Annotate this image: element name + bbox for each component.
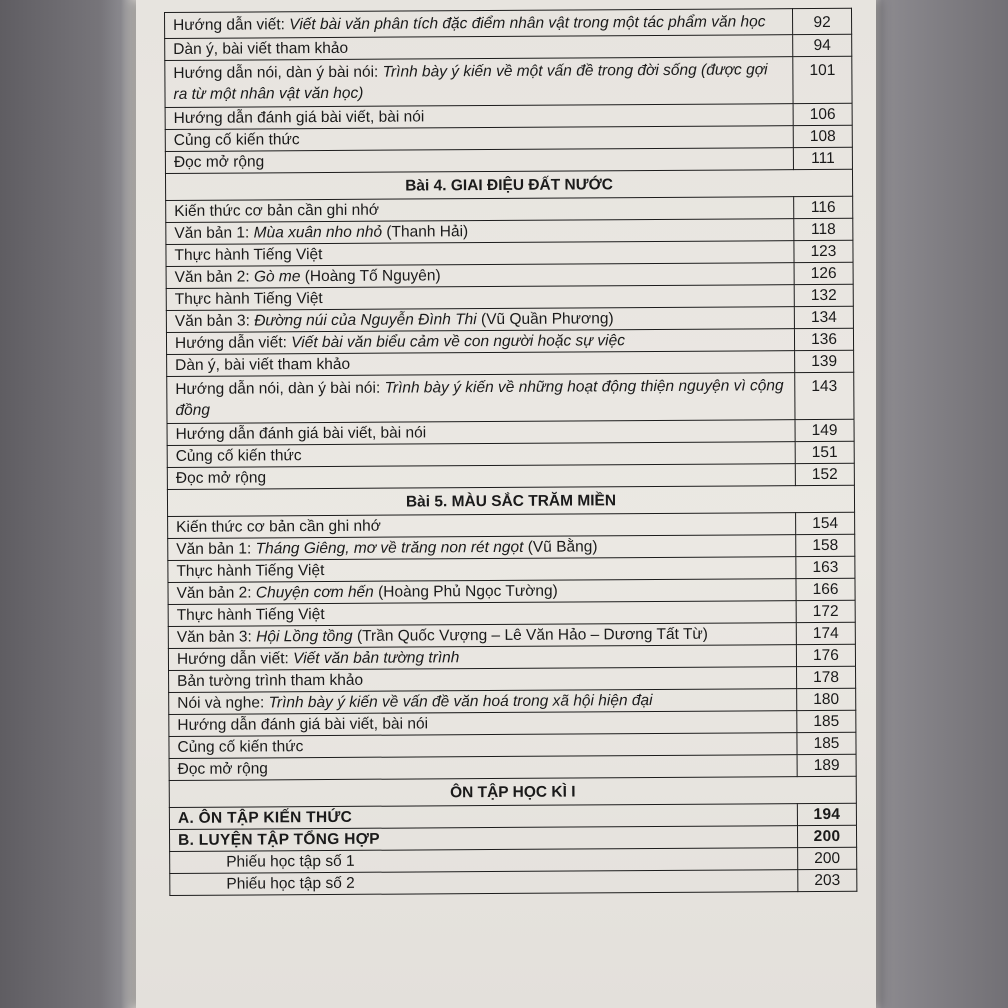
entry-title-italic: Gò me [253,268,301,286]
page-number: 166 [796,578,855,600]
entry-title-pre: Văn bản 1: [174,224,254,242]
page-number: 116 [794,196,853,218]
page-number: 126 [794,262,853,284]
entry-title-post: (Trần Quốc Vượng – Lê Văn Hảo – Dương Tất Từ) [352,625,709,645]
entry-title [167,373,795,424]
entry-title-pre: Văn bản 3: [174,312,255,330]
entry-title [165,9,793,39]
section-heading-row [165,169,852,200]
entry-title-pre: Nói và nghe: [177,694,269,712]
page-number: 94 [793,34,852,56]
entry-title-italic: Viết bài văn biểu cảm về con người hoặc sự việc [291,332,626,352]
entry-title-italic: Trình bày ý kiến về vấn đề văn hoá trong xã hội hiện đại [268,692,653,712]
section-title: ÔN TẬP HỌC KÌ I [169,776,856,807]
section-title: Bài 4. GIAI ĐIỆU ĐẤT NƯỚC [165,169,852,200]
section-heading-row [169,776,856,807]
entry-title [168,623,796,649]
entry-title-italic: Trình bày ý kiến về một vấn đề trong đời sống (được gợi ra từ một nhân vật văn học) [173,61,768,103]
entry-title-pre: Văn bản 2: [174,268,254,286]
page-number: 154 [796,512,855,534]
toc-entry-row [170,869,857,895]
page-number: 134 [794,306,853,328]
entry-title-pre: Phiếu học tập số 2 [226,874,355,893]
toc-body [165,8,857,895]
page-number: 106 [793,103,852,125]
entry-title-pre: Văn bản 1: [176,540,256,558]
entry-title-pre: Củng cố kiến thức [177,738,304,756]
entry-title-pre: Hướng dẫn viết: [173,16,290,34]
page-number: 143 [795,372,854,419]
page-number: 163 [796,556,855,578]
page-number: 108 [793,125,852,147]
page-number: 158 [796,534,855,556]
entry-title-pre: Đọc mở rộng [175,469,267,487]
page-number: 152 [795,463,854,485]
page-number: 174 [796,622,855,644]
page-number: 111 [793,147,852,169]
page-number: 200 [797,825,856,847]
page-number: 185 [797,710,856,732]
entry-title-pre: Hướng dẫn viết: [176,650,294,668]
entry-title-pre: A. ÔN TẬP KIẾN THỨC [177,808,353,827]
page-number: 194 [797,803,856,825]
entry-title-italic: Viết văn bản tường trình [293,649,460,668]
entry-title-pre: Bản tường trình tham khảo [177,671,364,690]
page-number: 132 [794,284,853,306]
entry-title-pre: Thực hành Tiếng Việt [176,606,325,624]
entry-title-pre: Văn bản 3: [176,628,257,646]
entry-title-italic: Trình bày ý kiến về những hoạt động thiện nguyện vì cộng đồng [175,377,784,419]
page-number: 151 [795,441,854,463]
page-number: 189 [797,754,856,776]
entry-title-pre: Hướng dẫn nói, dàn ý bài nói: [173,63,383,82]
section-title: Bài 5. MÀU SẮC TRĂM MIỀN [167,485,854,516]
page-number: 178 [797,666,856,688]
entry-title [170,870,798,896]
toc-entry-row [165,56,852,107]
entry-title-pre: Đọc mở rộng [173,153,265,171]
entry-title-italic: Chuyện cơm hến [255,583,374,602]
entry-title-pre: Hướng dẫn viết: [174,334,292,352]
page-number: 185 [797,732,856,754]
table-of-contents [164,8,857,896]
entry-title [165,57,793,108]
page-number: 203 [798,869,857,891]
entry-title-pre: Củng cố kiến thức [175,447,302,465]
page-number: 180 [797,688,856,710]
entry-title-pre: Kiến thức cơ bản cần ghi nhớ [174,201,380,220]
entry-title-italic: Viết bài văn phân tích đặc điểm nhân vật trong một tác phẩm văn học [289,13,766,34]
entry-title-pre: Thực hành Tiếng Việt [176,562,325,580]
entry-title-pre: Thực hành Tiếng Việt [174,290,323,308]
page-number: 123 [794,240,853,262]
entry-title-post: (Vũ Quần Phương) [476,310,614,329]
entry-title-pre: Hướng dẫn nói, dàn ý bài nói: [175,379,385,398]
entry-title-pre: Hướng dẫn đánh giá bài viết, bài nói [173,108,425,127]
entry-title-post: (Hoàng Phủ Ngọc Tường) [373,582,558,601]
entry-title-pre: Văn bản 2: [176,584,256,602]
toc-entry-row [167,372,854,423]
entry-title-italic: Mùa xuân nho nhỏ [253,223,383,242]
page-number: 149 [795,419,854,441]
page-number: 200 [798,847,857,869]
section-heading-row [167,485,854,516]
entry-title-pre: Phiếu học tập số 1 [226,852,355,871]
entry-title-pre: Củng cố kiến thức [173,131,300,149]
page-number: 92 [792,8,851,34]
entry-title-post: (Vũ Bằng) [523,538,598,556]
entry-title-italic: Tháng Giêng, mơ về trăng non rét ngọt [255,538,524,558]
entry-title-pre: Hướng dẫn đánh giá bài viết, bài nói [175,424,427,443]
page-number: 172 [796,600,855,622]
entry-title-pre: Thực hành Tiếng Việt [174,246,323,264]
entry-title-post: (Hoàng Tố Nguyên) [300,267,441,286]
page-number: 139 [795,350,854,372]
entry-title-pre: Đọc mở rộng [177,760,268,778]
entry-title-pre: Hướng dẫn đánh giá bài viết, bài nói [177,715,429,734]
entry-title-post: (Thanh Hải) [382,223,469,241]
entry-title-pre: Kiến thức cơ bản cần ghi nhớ [176,517,381,536]
entry-title-italic: Hội Lồng tồng [256,627,353,646]
page-number: 101 [793,56,852,103]
page-number: 136 [794,328,853,350]
entry-title-pre: Dàn ý, bài viết tham khảo [173,39,349,58]
entry-title-pre: B. LUYỆN TẬP TỔNG HỢP [178,830,380,849]
entry-title-italic: Đường núi của Nguyễn Đình Thi [254,311,477,330]
page-number: 176 [796,644,855,666]
entry-title-pre: Dàn ý, bài viết tham khảo [175,355,351,374]
page-number: 118 [794,218,853,240]
